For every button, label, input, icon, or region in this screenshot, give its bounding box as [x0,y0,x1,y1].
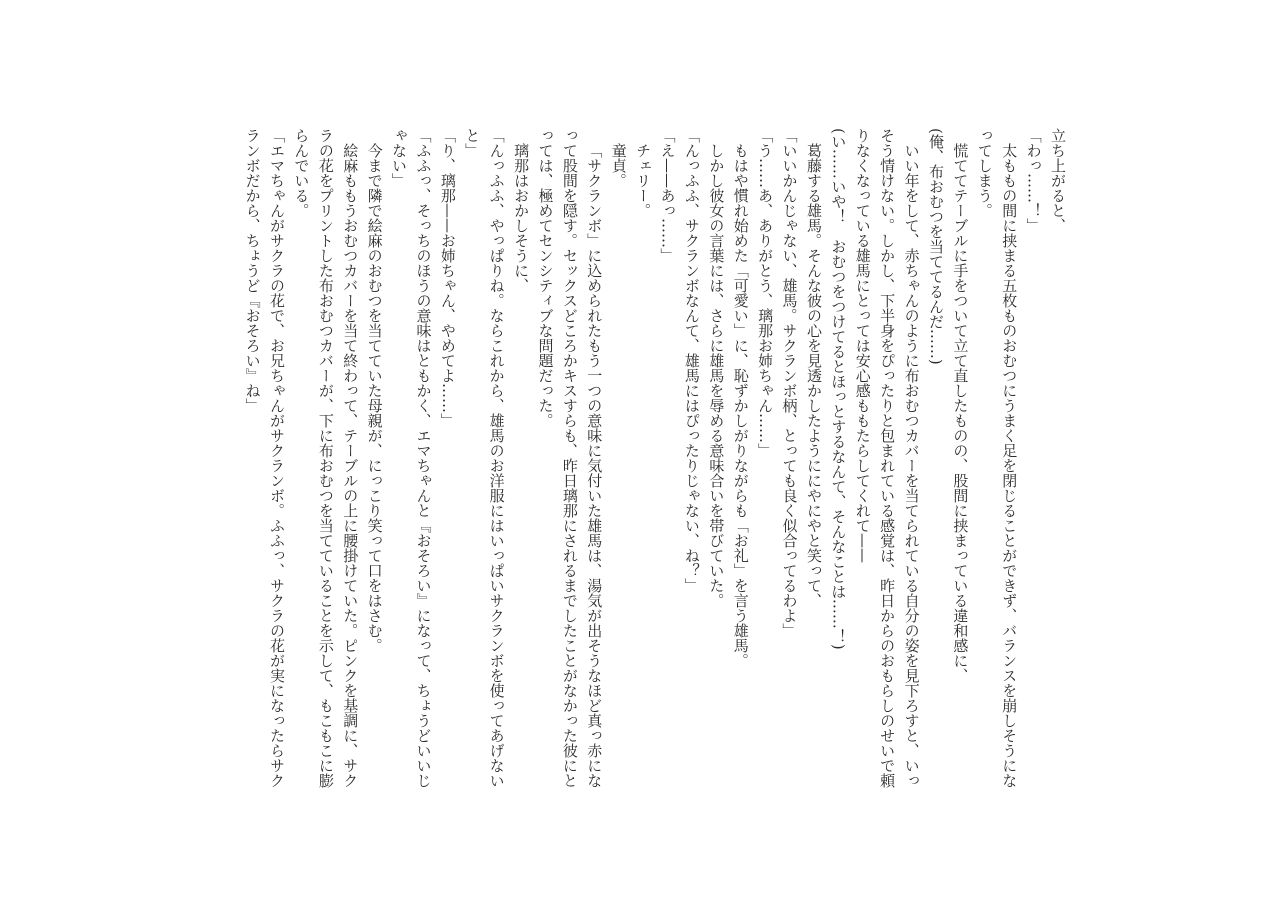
paragraph: 慌ててテーブルに手をついて立て直したものの、股間に挟まっている違和感に、 [951,143,970,683]
paragraph: 「う……あ、ありがとう、璃那お姉ちゃん……」 [756,128,775,458]
paragraph: 「エマちゃんがサクラの花で、お兄ちゃんがサクランボ。ふふっ、サクラの花が実になったらサクランボだから、ちょうど『おそろい』ね」 [243,128,286,788]
paragraph: 「え——あっ……」 [658,128,677,263]
paragraph: (俺、布おむつを当ててるんだ……) [926,128,945,365]
paragraph: 「いいかんじゃない、雄馬。サクランボ柄、とっても良く似合ってるわよ」 [780,128,799,638]
paragraph: 「わっ……！」 [1024,128,1043,233]
paragraph: 童貞。 [609,143,628,188]
paragraph: (い……いや！ おむつをつけてるとほっとするなんて、そんなことは……！) [829,128,848,650]
paragraph: 立ち上がると、 [1049,128,1067,233]
paragraph: 「ふふっ、そっちのほうの意味はともかく、エマちゃんと『おそろい』になって、ちょうどいいじゃない」 [390,128,433,788]
paragraph: もはや慣れ始めた「可愛い」に、恥ずかしがりながらも「お礼」を言う雄馬。 [731,143,750,668]
paragraph: 「んっふふ、サクランボなんて、雄馬にはぴったりじゃない、ね？」 [682,128,701,593]
paragraph: いい年をして、赤ちゃんのように布おむつカバーを当てられている自分の姿を見下ろすと、いっそう情けない。しかし、下半身をぴったりと包まれている感覚は、昨日からのおもらしのせいで頼りなくなっている雄馬にとっては安心感ももたらしてくれて—— [853,128,921,788]
paragraph: チェリー。 [634,143,653,218]
paragraph: 「り、璃那——お姉ちゃん、やめてよ……」 [438,128,457,428]
paragraph: 絵麻ももうおむつカバーを当て終わって、テーブルの上に腰掛けていた。ピンクを基調に、サクラの花をプリントした布おむつカバーが、下に布おむつを当てていることを示して、もこもこに膨らんでいる。 [292,128,360,788]
paragraph: しかし彼女の言葉には、さらに雄馬を辱める意味合いを帯びていた。 [707,143,726,608]
paragraph: 葛藤する雄馬。そんな彼の心を見透かしたようににやにやと笑って、 [804,143,823,608]
novel-text-body [240,128,1070,788]
paragraph: 「サクランボ」に込められたもう一つの意味に気付いた雄馬は、湯気が出そうなほど真っ赤になって股間を隠す。セックスどころかキスすらも、昨日璃那にされるまでしたことがなかった彼にとっては、極めてセンシティブな問題だった。 [536,128,604,788]
paragraph: 璃那はおかしそうに、 [512,143,531,293]
paragraph: 今まで隣で絵麻のおむつを当てていた母親が、にっこり笑って口をはさむ。 [365,143,384,653]
paragraph: 「んっふふ、やっぱりね。ならこれから、雄馬のお洋服にはいっぱいサクランボを使ってあげないと」 [463,128,506,788]
paragraph: 太ももの間に挟まる五枚ものおむつにうまく足を閉じることができず、バランスを崩しそうになってしまう。 [975,128,1019,788]
